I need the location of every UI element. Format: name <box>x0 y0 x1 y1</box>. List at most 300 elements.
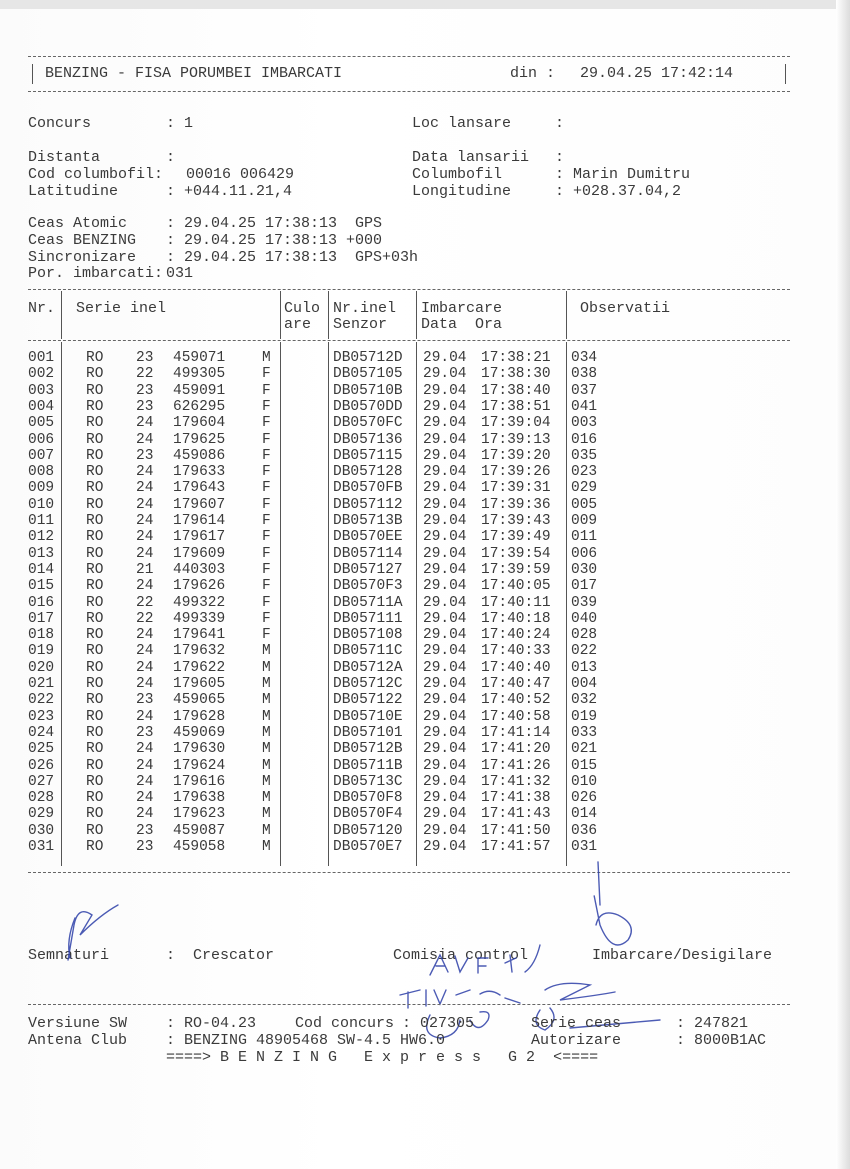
cell-year: 24 <box>136 676 154 692</box>
cell-time: 17:39:04 <box>481 415 551 432</box>
cell-observatii: 031 <box>571 839 598 855</box>
cell-year: 21 <box>136 561 154 578</box>
cell-observatii: 039 <box>571 594 598 611</box>
cell-sensor: DB057115 <box>333 447 403 464</box>
cell-country: RO <box>86 431 104 448</box>
cell-country: RO <box>86 741 104 758</box>
cell-date: 29.04 <box>423 366 467 383</box>
cell-sex: M <box>262 741 271 758</box>
cell-country: RO <box>86 627 104 644</box>
cell-observatii: 029 <box>571 480 598 497</box>
cell-date: 29.04 <box>423 529 467 546</box>
cell-ring-number: 179616 <box>173 773 226 790</box>
cell-nr: 018 <box>28 627 55 644</box>
data-lansarii-value: : <box>555 149 565 166</box>
cell-time: 17:39:31 <box>481 480 551 497</box>
cell-date: 29.04 <box>423 724 467 741</box>
cell-observatii: 036 <box>571 822 598 839</box>
cell-sex: F <box>262 431 271 448</box>
cell-date: 29.04 <box>423 398 467 415</box>
cell-sex: M <box>262 643 271 660</box>
cell-ring-number: 179614 <box>173 513 226 529</box>
cell-year: 24 <box>136 708 154 725</box>
cell-date: 29.04 <box>423 790 467 807</box>
cell-sensor: DB057105 <box>333 366 403 383</box>
cell-year: 24 <box>136 757 154 774</box>
cell-date: 29.04 <box>423 806 467 823</box>
cell-observatii: 041 <box>571 398 598 415</box>
cell-nr: 020 <box>28 659 55 676</box>
cell-sensor: DB05710E <box>333 708 403 725</box>
cell-country: RO <box>86 594 104 611</box>
cell-sex: F <box>262 447 271 464</box>
longitudine-label: Longitudine <box>412 183 512 200</box>
cell-nr: 010 <box>28 496 55 513</box>
cell-sex: M <box>262 659 271 676</box>
latitudine-label: Latitudine <box>28 183 119 200</box>
sincronizare-label: Sincronizare <box>28 249 137 266</box>
cod-concurs-label: Cod concurs <box>295 1015 395 1032</box>
cell-observatii: 013 <box>571 659 598 676</box>
cell-date: 29.04 <box>423 431 467 448</box>
cell-nr: 007 <box>28 447 55 464</box>
cell-sensor: DB05712D <box>333 350 403 366</box>
cell-time: 17:41:38 <box>481 790 551 807</box>
cell-ring-number: 440303 <box>173 561 226 578</box>
cell-year: 24 <box>136 496 154 513</box>
cell-ring-number: 459065 <box>173 692 226 709</box>
cell-year: 23 <box>136 692 154 709</box>
cell-year: 24 <box>136 741 154 758</box>
cell-time: 17:40:47 <box>481 676 551 692</box>
cell-time: 17:41:43 <box>481 806 551 823</box>
autorizare-label: Autorizare <box>531 1032 622 1049</box>
latitudine-value: : +044.11.21,4 <box>166 183 293 200</box>
cell-ring-number: 179630 <box>173 741 226 758</box>
crescator-label: : Crescator <box>166 947 275 964</box>
cell-nr: 027 <box>28 773 55 790</box>
cell-time: 17:40:24 <box>481 627 551 644</box>
cell-sex: M <box>262 676 271 692</box>
footer-border <box>28 1004 790 1005</box>
cell-nr: 019 <box>28 643 55 660</box>
cell-time: 17:40:58 <box>481 708 551 725</box>
cell-ring-number: 179633 <box>173 464 226 481</box>
columbofil-label: Columbofil <box>412 166 503 183</box>
cell-time: 17:40:18 <box>481 610 551 627</box>
imbarcare-desigilare-label: Imbarcare/Desigilare <box>592 947 773 964</box>
cell-ring-number: 179628 <box>173 708 226 725</box>
cell-observatii: 037 <box>571 382 598 399</box>
cell-sensor: DB0570EE <box>333 529 403 546</box>
cell-year: 24 <box>136 415 154 432</box>
cell-year: 24 <box>136 431 154 448</box>
antena-club-label: Antena Club <box>28 1032 128 1049</box>
cell-observatii: 035 <box>571 447 598 464</box>
cell-nr: 001 <box>28 350 55 366</box>
cell-observatii: 033 <box>571 724 598 741</box>
date-value: 29.04.25 17:42:14 <box>580 65 734 82</box>
cell-country: RO <box>86 513 104 529</box>
benzing-banner: ====> B E N Z I N G E x p r e s s G 2 <==== <box>166 1049 599 1066</box>
cell-year: 24 <box>136 643 154 660</box>
col-header-culoare-2: are <box>284 316 312 333</box>
cell-year: 24 <box>136 578 154 595</box>
cell-ring-number: 499305 <box>173 366 226 383</box>
cell-year: 23 <box>136 839 154 855</box>
cell-nr: 026 <box>28 757 55 774</box>
cell-year: 24 <box>136 790 154 807</box>
cell-nr: 024 <box>28 724 55 741</box>
cell-sex: M <box>262 757 271 774</box>
col-header-imbarcare-1: Imbarcare <box>421 300 503 317</box>
cell-time: 17:40:05 <box>481 578 551 595</box>
cell-time: 17:39:26 <box>481 464 551 481</box>
cell-time: 17:39:54 <box>481 545 551 562</box>
cell-observatii: 014 <box>571 806 598 823</box>
cell-country: RO <box>86 659 104 676</box>
cell-sensor: DB05712B <box>333 741 403 758</box>
cell-date: 29.04 <box>423 496 467 513</box>
cell-sensor: DB057122 <box>333 692 403 709</box>
cell-nr: 013 <box>28 545 55 562</box>
cell-sex: F <box>262 529 271 546</box>
col-header-observatii: Observatii <box>580 300 671 317</box>
cell-nr: 006 <box>28 431 55 448</box>
cell-ring-number: 179622 <box>173 659 226 676</box>
cell-sex: F <box>262 496 271 513</box>
cell-country: RO <box>86 480 104 497</box>
cell-sex: F <box>262 464 271 481</box>
cell-country: RO <box>86 757 104 774</box>
cell-sex: M <box>262 708 271 725</box>
cell-sex: F <box>262 366 271 383</box>
cell-date: 29.04 <box>423 659 467 676</box>
cell-country: RO <box>86 398 104 415</box>
cell-ring-number: 179625 <box>173 431 226 448</box>
cell-country: RO <box>86 724 104 741</box>
cell-date: 29.04 <box>423 610 467 627</box>
cell-time: 17:41:32 <box>481 773 551 790</box>
cell-sensor: DB05711B <box>333 757 403 774</box>
cell-observatii: 032 <box>571 692 598 709</box>
cell-sensor: DB0570FC <box>333 415 403 432</box>
cell-date: 29.04 <box>423 382 467 399</box>
cell-nr: 005 <box>28 415 55 432</box>
cell-year: 24 <box>136 513 154 529</box>
cell-time: 17:41:14 <box>481 724 551 741</box>
cell-ring-number: 459058 <box>173 839 226 855</box>
loc-lansare-label: Loc lansare <box>412 115 512 132</box>
cell-ring-number: 626295 <box>173 398 226 415</box>
cell-country: RO <box>86 415 104 432</box>
cell-year: 22 <box>136 366 154 383</box>
cell-date: 29.04 <box>423 464 467 481</box>
cell-time: 17:39:20 <box>481 447 551 464</box>
cell-time: 17:38:30 <box>481 366 551 383</box>
cell-country: RO <box>86 447 104 464</box>
cell-observatii: 026 <box>571 790 598 807</box>
cell-observatii: 017 <box>571 578 598 595</box>
cell-sensor: DB05711C <box>333 643 403 660</box>
cell-nr: 030 <box>28 822 55 839</box>
cell-time: 17:41:26 <box>481 757 551 774</box>
cell-country: RO <box>86 610 104 627</box>
cell-sensor: DB0570F8 <box>333 790 403 807</box>
cell-date: 29.04 <box>423 594 467 611</box>
cell-sensor: DB057111 <box>333 610 403 627</box>
cell-nr: 011 <box>28 513 55 529</box>
cell-country: RO <box>86 561 104 578</box>
cell-date: 29.04 <box>423 561 467 578</box>
cell-country: RO <box>86 464 104 481</box>
cell-nr: 031 <box>28 839 55 855</box>
cell-observatii: 040 <box>571 610 598 627</box>
cell-country: RO <box>86 676 104 692</box>
cell-observatii: 038 <box>571 366 598 383</box>
cell-country: RO <box>86 350 104 366</box>
cell-sensor: DB057108 <box>333 627 403 644</box>
cell-country: RO <box>86 529 104 546</box>
cell-time: 17:40:11 <box>481 594 551 611</box>
cell-sensor: DB0570F4 <box>333 806 403 823</box>
cell-sensor: DB057128 <box>333 464 403 481</box>
cell-nr: 017 <box>28 610 55 627</box>
cell-sex: F <box>262 398 271 415</box>
cell-sex: F <box>262 480 271 497</box>
cell-sensor: DB057127 <box>333 561 403 578</box>
cell-nr: 002 <box>28 366 55 383</box>
cell-ring-number: 179643 <box>173 480 226 497</box>
cell-observatii: 005 <box>571 496 598 513</box>
cell-sensor: DB057136 <box>333 431 403 448</box>
col-header-serie: Serie inel <box>76 300 167 317</box>
cell-sensor: DB05712A <box>333 659 403 676</box>
cell-year: 24 <box>136 773 154 790</box>
cell-nr: 012 <box>28 529 55 546</box>
cell-ring-number: 459091 <box>173 382 226 399</box>
cell-observatii: 003 <box>571 415 598 432</box>
cell-sensor: DB057114 <box>333 545 403 562</box>
cell-date: 29.04 <box>423 480 467 497</box>
cell-ring-number: 459087 <box>173 822 226 839</box>
cell-country: RO <box>86 708 104 725</box>
cell-year: 24 <box>136 659 154 676</box>
cell-time: 17:39:13 <box>481 431 551 448</box>
cell-sensor: DB057101 <box>333 724 403 741</box>
cell-ring-number: 179624 <box>173 757 226 774</box>
cell-year: 23 <box>136 382 154 399</box>
cell-country: RO <box>86 382 104 399</box>
cell-country: RO <box>86 545 104 562</box>
cell-nr: 008 <box>28 464 55 481</box>
cell-year: 24 <box>136 806 154 823</box>
cell-sensor: DB05712C <box>333 676 403 692</box>
cell-sex: M <box>262 773 271 790</box>
cell-country: RO <box>86 773 104 790</box>
cell-year: 22 <box>136 594 154 611</box>
cell-sensor: DB057120 <box>333 822 403 839</box>
cell-ring-number: 179632 <box>173 643 226 660</box>
cell-ring-number: 459069 <box>173 724 226 741</box>
concurs-value: : 1 <box>166 115 194 132</box>
cell-sex: F <box>262 415 271 432</box>
cell-date: 29.04 <box>423 773 467 790</box>
serie-ceas-label: Serie ceas <box>531 1015 622 1032</box>
cell-sex: M <box>262 806 271 823</box>
cell-date: 29.04 <box>423 447 467 464</box>
cell-year: 24 <box>136 529 154 546</box>
antena-club-value: : BENZING 48905468 SW-4.5 HW6.0 <box>166 1032 446 1049</box>
cell-ring-number: 179609 <box>173 545 226 562</box>
cell-nr: 028 <box>28 790 55 807</box>
ceas-atomic-label: Ceas Atomic <box>28 215 128 232</box>
page-title: BENZING - FISA PORUMBEI IMBARCATI <box>45 65 343 82</box>
cell-time: 17:41:57 <box>481 839 551 855</box>
cell-nr: 021 <box>28 676 55 692</box>
cell-observatii: 022 <box>571 643 598 660</box>
versiune-sw-value: : RO-04.23 <box>166 1015 257 1032</box>
cell-sensor: DB0570E7 <box>333 839 403 855</box>
ceas-benzing-label: Ceas BENZING <box>28 232 137 249</box>
cell-country: RO <box>86 643 104 660</box>
cell-date: 29.04 <box>423 578 467 595</box>
loc-lansare-value: : <box>555 115 565 132</box>
ceas-atomic-value: : 29.04.25 17:38:13 GPS <box>166 215 383 232</box>
cell-ring-number: 179605 <box>173 676 226 692</box>
cod-concurs-value: : 027305 <box>402 1015 475 1032</box>
cell-year: 22 <box>136 610 154 627</box>
cell-observatii: 030 <box>571 561 598 578</box>
cell-sex: F <box>262 382 271 399</box>
cell-date: 29.04 <box>423 757 467 774</box>
cell-country: RO <box>86 839 104 855</box>
cell-ring-number: 179607 <box>173 496 226 513</box>
cell-observatii: 011 <box>571 529 598 546</box>
semnaturi-label: Semnaturi <box>28 947 110 964</box>
cell-observatii: 028 <box>571 627 598 644</box>
cell-observatii: 009 <box>571 513 598 529</box>
cell-date: 29.04 <box>423 676 467 692</box>
cell-date: 29.04 <box>423 643 467 660</box>
cell-ring-number: 459071 <box>173 350 226 366</box>
cell-sex: M <box>262 350 271 366</box>
cell-time: 17:40:33 <box>481 643 551 660</box>
cell-ring-number: 179626 <box>173 578 226 595</box>
serie-ceas-value: : 247821 <box>676 1015 749 1032</box>
cell-nr: 025 <box>28 741 55 758</box>
cell-observatii: 023 <box>571 464 598 481</box>
cell-sensor: DB057112 <box>333 496 403 513</box>
cell-country: RO <box>86 806 104 823</box>
cod-columbofil-label: Cod columbofil: <box>28 166 164 183</box>
cell-nr: 004 <box>28 398 55 415</box>
cell-sensor: DB05710B <box>333 382 403 399</box>
cell-date: 29.04 <box>423 627 467 644</box>
cell-date: 29.04 <box>423 839 467 855</box>
cell-nr: 023 <box>28 708 55 725</box>
cell-observatii: 019 <box>571 708 598 725</box>
cell-ring-number: 499339 <box>173 610 226 627</box>
cell-observatii: 016 <box>571 431 598 448</box>
cell-sex: M <box>262 822 271 839</box>
cell-ring-number: 179623 <box>173 806 226 823</box>
cell-nr: 016 <box>28 594 55 611</box>
cell-time: 17:41:20 <box>481 741 551 758</box>
cell-year: 23 <box>136 350 154 366</box>
cell-sensor: DB0570DD <box>333 398 403 415</box>
cell-sensor: DB05713B <box>333 513 403 529</box>
cell-date: 29.04 <box>423 708 467 725</box>
cell-sex: F <box>262 610 271 627</box>
cell-sensor: DB05711A <box>333 594 403 611</box>
cell-sex: F <box>262 561 271 578</box>
cell-sex: F <box>262 578 271 595</box>
cell-country: RO <box>86 790 104 807</box>
cell-time: 17:39:43 <box>481 513 551 529</box>
cell-year: 23 <box>136 398 154 415</box>
cell-time: 17:38:40 <box>481 382 551 399</box>
cell-sex: M <box>262 790 271 807</box>
data-lansarii-label: Data lansarii <box>412 149 530 166</box>
cell-time: 17:39:36 <box>481 496 551 513</box>
cell-sex: F <box>262 594 271 611</box>
cell-sex: F <box>262 627 271 644</box>
cell-date: 29.04 <box>423 545 467 562</box>
cell-year: 23 <box>136 724 154 741</box>
cell-observatii: 015 <box>571 757 598 774</box>
cell-country: RO <box>86 822 104 839</box>
cell-country: RO <box>86 578 104 595</box>
cell-ring-number: 179617 <box>173 529 226 546</box>
cell-date: 29.04 <box>423 513 467 529</box>
cell-nr: 015 <box>28 578 55 595</box>
comisia-control-label: Comisia control <box>393 947 529 964</box>
cell-year: 23 <box>136 822 154 839</box>
cell-time: 17:38:21 <box>481 350 551 366</box>
cell-observatii: 004 <box>571 676 598 692</box>
date-label: din : <box>510 65 556 82</box>
cell-country: RO <box>86 496 104 513</box>
cell-time: 17:38:51 <box>481 398 551 415</box>
cell-time: 17:40:40 <box>481 659 551 676</box>
cell-date: 29.04 <box>423 822 467 839</box>
cell-ring-number: 499322 <box>173 594 226 611</box>
cell-time: 17:41:50 <box>481 822 551 839</box>
longitudine-value: : +028.37.04,2 <box>555 183 682 200</box>
cell-sensor: DB0570FB <box>333 480 403 497</box>
cell-ring-number: 179641 <box>173 627 226 644</box>
cell-date: 29.04 <box>423 350 467 366</box>
cell-date: 29.04 <box>423 692 467 709</box>
cell-sex: F <box>262 545 271 562</box>
cell-date: 29.04 <box>423 741 467 758</box>
col-header-culoare-1: Culo <box>284 300 321 317</box>
sincronizare-value: : 29.04.25 17:38:13 GPS+03h <box>166 249 419 266</box>
cell-sensor: DB05713C <box>333 773 403 790</box>
cell-sensor: DB0570F3 <box>333 578 403 595</box>
columbofil-value: : Marin Dumitru <box>555 166 691 183</box>
cell-year: 24 <box>136 545 154 562</box>
col-header-imbarcare-2: Data Ora <box>421 316 503 333</box>
cell-year: 23 <box>136 447 154 464</box>
versiune-sw-label: Versiune SW <box>28 1015 128 1032</box>
cell-country: RO <box>86 366 104 383</box>
ceas-benzing-value: : 29.04.25 17:38:13 +000 <box>166 232 383 249</box>
cell-sex: M <box>262 839 271 855</box>
cell-ring-number: 459086 <box>173 447 226 464</box>
cell-nr: 014 <box>28 561 55 578</box>
